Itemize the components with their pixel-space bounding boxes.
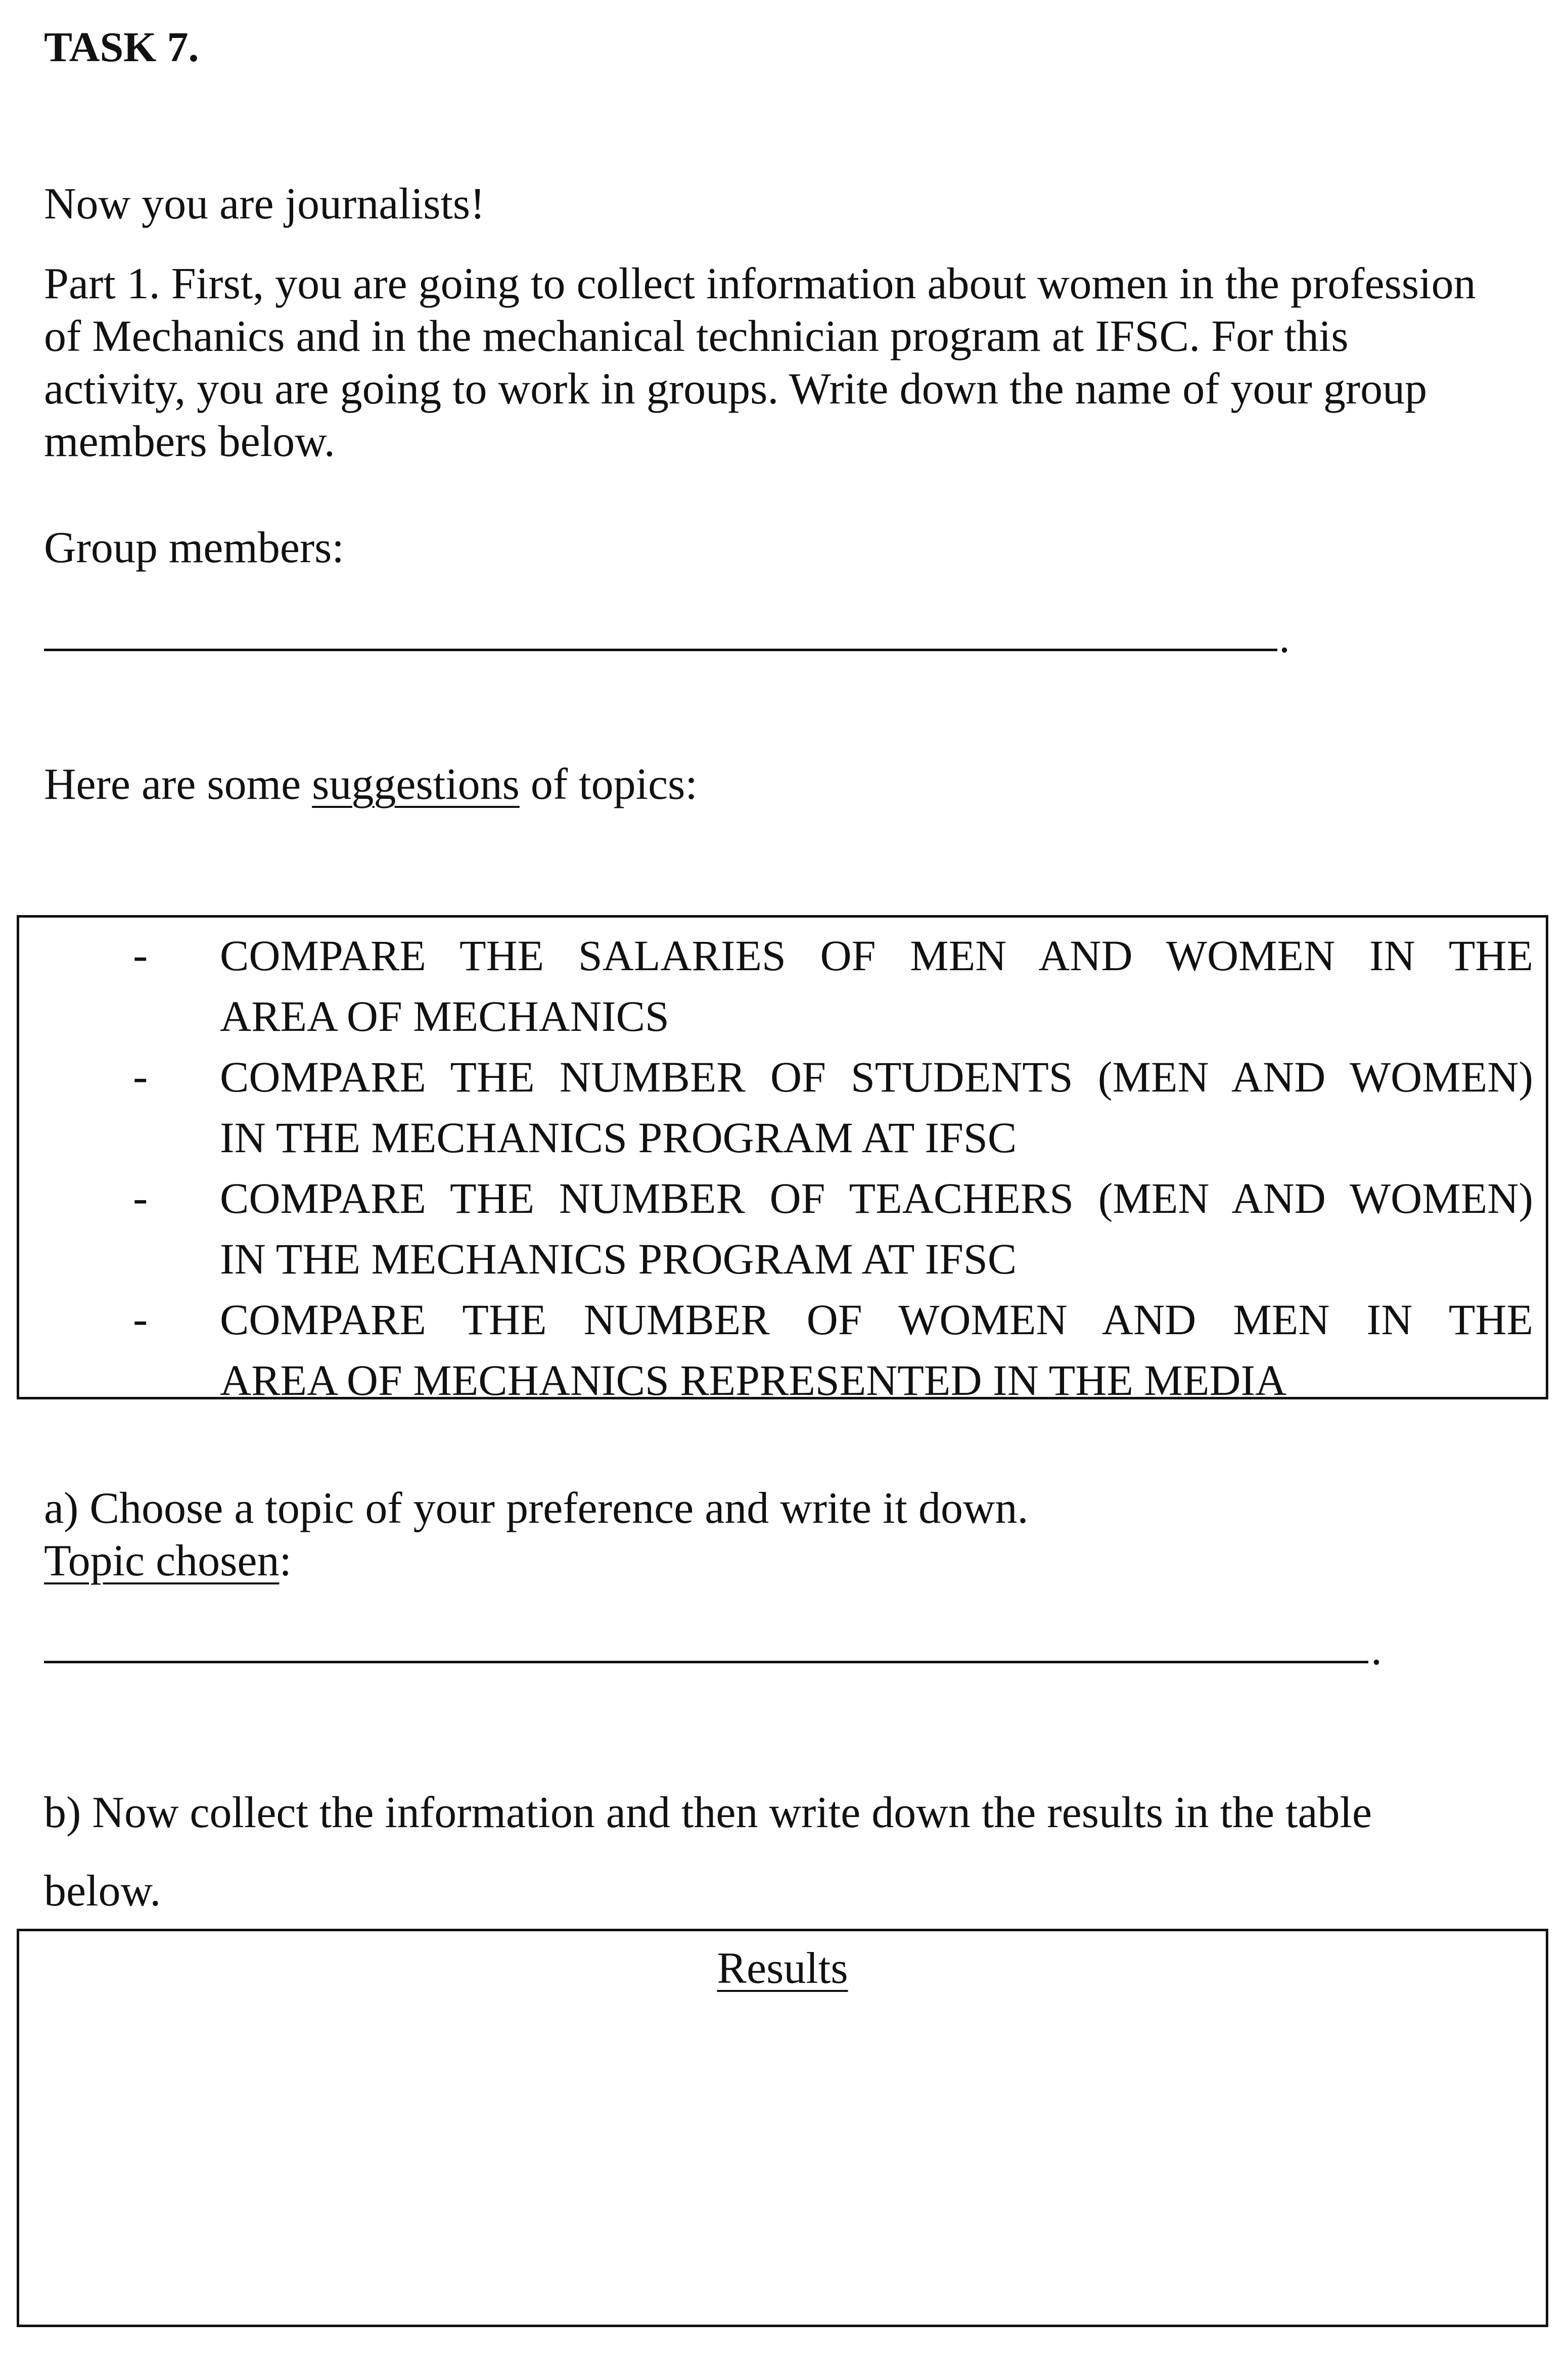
topic-text (220, 1047, 1533, 1168)
question-b-line: b) Now collect the information and then write down the results in the table (44, 1788, 1372, 1837)
topic-bullet: - (133, 1173, 148, 1222)
suggestions-intro (44, 758, 698, 811)
topic-line: AREA OF MECHANICS (220, 992, 669, 1040)
topic-text (220, 1289, 1533, 1411)
topic-text (220, 925, 1533, 1047)
group-members-label: Group members: (44, 523, 344, 572)
question-a-text: a) Choose a topic of your preference and write it down. (44, 1484, 1029, 1533)
intro-text: Now you are journalists! (44, 179, 485, 229)
question-b-text (44, 1774, 1372, 1930)
suggestions-underlined-word: suggestions (312, 760, 520, 809)
group-members-end-mark: . (1279, 613, 1290, 662)
topic-line: COMPARE THE NUMBER OF TEACHERS (MEN AND WOMEN) (220, 1174, 1533, 1222)
topic-chosen-colon: : (279, 1536, 292, 1585)
topic-text (220, 1168, 1533, 1289)
topics-box (17, 915, 1548, 1404)
task-title: TASK 7. (44, 24, 199, 71)
topic-line: IN THE MECHANICS PROGRAM AT IFSC (220, 1113, 1017, 1162)
suggestions-suffix: of topics: (519, 760, 698, 809)
question-b-line: below. (44, 1867, 161, 1916)
part1-paragraph (44, 258, 1540, 468)
part1-line: activity, you are going to work in groups. Write down the name of your group (44, 365, 1427, 414)
topic-bullet: - (133, 1052, 148, 1101)
part1-line: of Mechanics and in the mechanical technician program at IFSC. For this (44, 312, 1349, 361)
results-table[interactable] (17, 1929, 1548, 2327)
topic-line: IN THE MECHANICS PROGRAM AT IFSC (220, 1235, 1017, 1283)
group-members-blank-line[interactable] (44, 649, 1277, 651)
part1-line: Part 1. First, you are going to collect information about women in the profession (44, 259, 1476, 308)
part1-line: members below. (44, 417, 335, 466)
results-title-text: Results (717, 1944, 848, 1993)
topic-chosen-underlined: Topic chosen (44, 1536, 280, 1585)
topic-line: COMPARE THE NUMBER OF STUDENTS (MEN AND WOMEN) (220, 1053, 1533, 1101)
topic-line: AREA OF MECHANICS REPRESENTED IN THE MEDIA (220, 1356, 1287, 1404)
topic-chosen-label (44, 1535, 292, 1587)
topic-line: COMPARE THE NUMBER OF WOMEN AND MEN IN THE (220, 1295, 1533, 1344)
topic-chosen-end-mark: . (1371, 1625, 1382, 1674)
results-heading (19, 1942, 1546, 1995)
topic-chosen-blank-line[interactable] (44, 1661, 1368, 1663)
topic-bullet: - (133, 931, 148, 980)
topic-line: COMPARE THE SALARIES OF MEN AND WOMEN IN THE (220, 931, 1533, 980)
suggestions-prefix: Here are some (44, 760, 312, 809)
topic-bullet: - (133, 1295, 148, 1344)
